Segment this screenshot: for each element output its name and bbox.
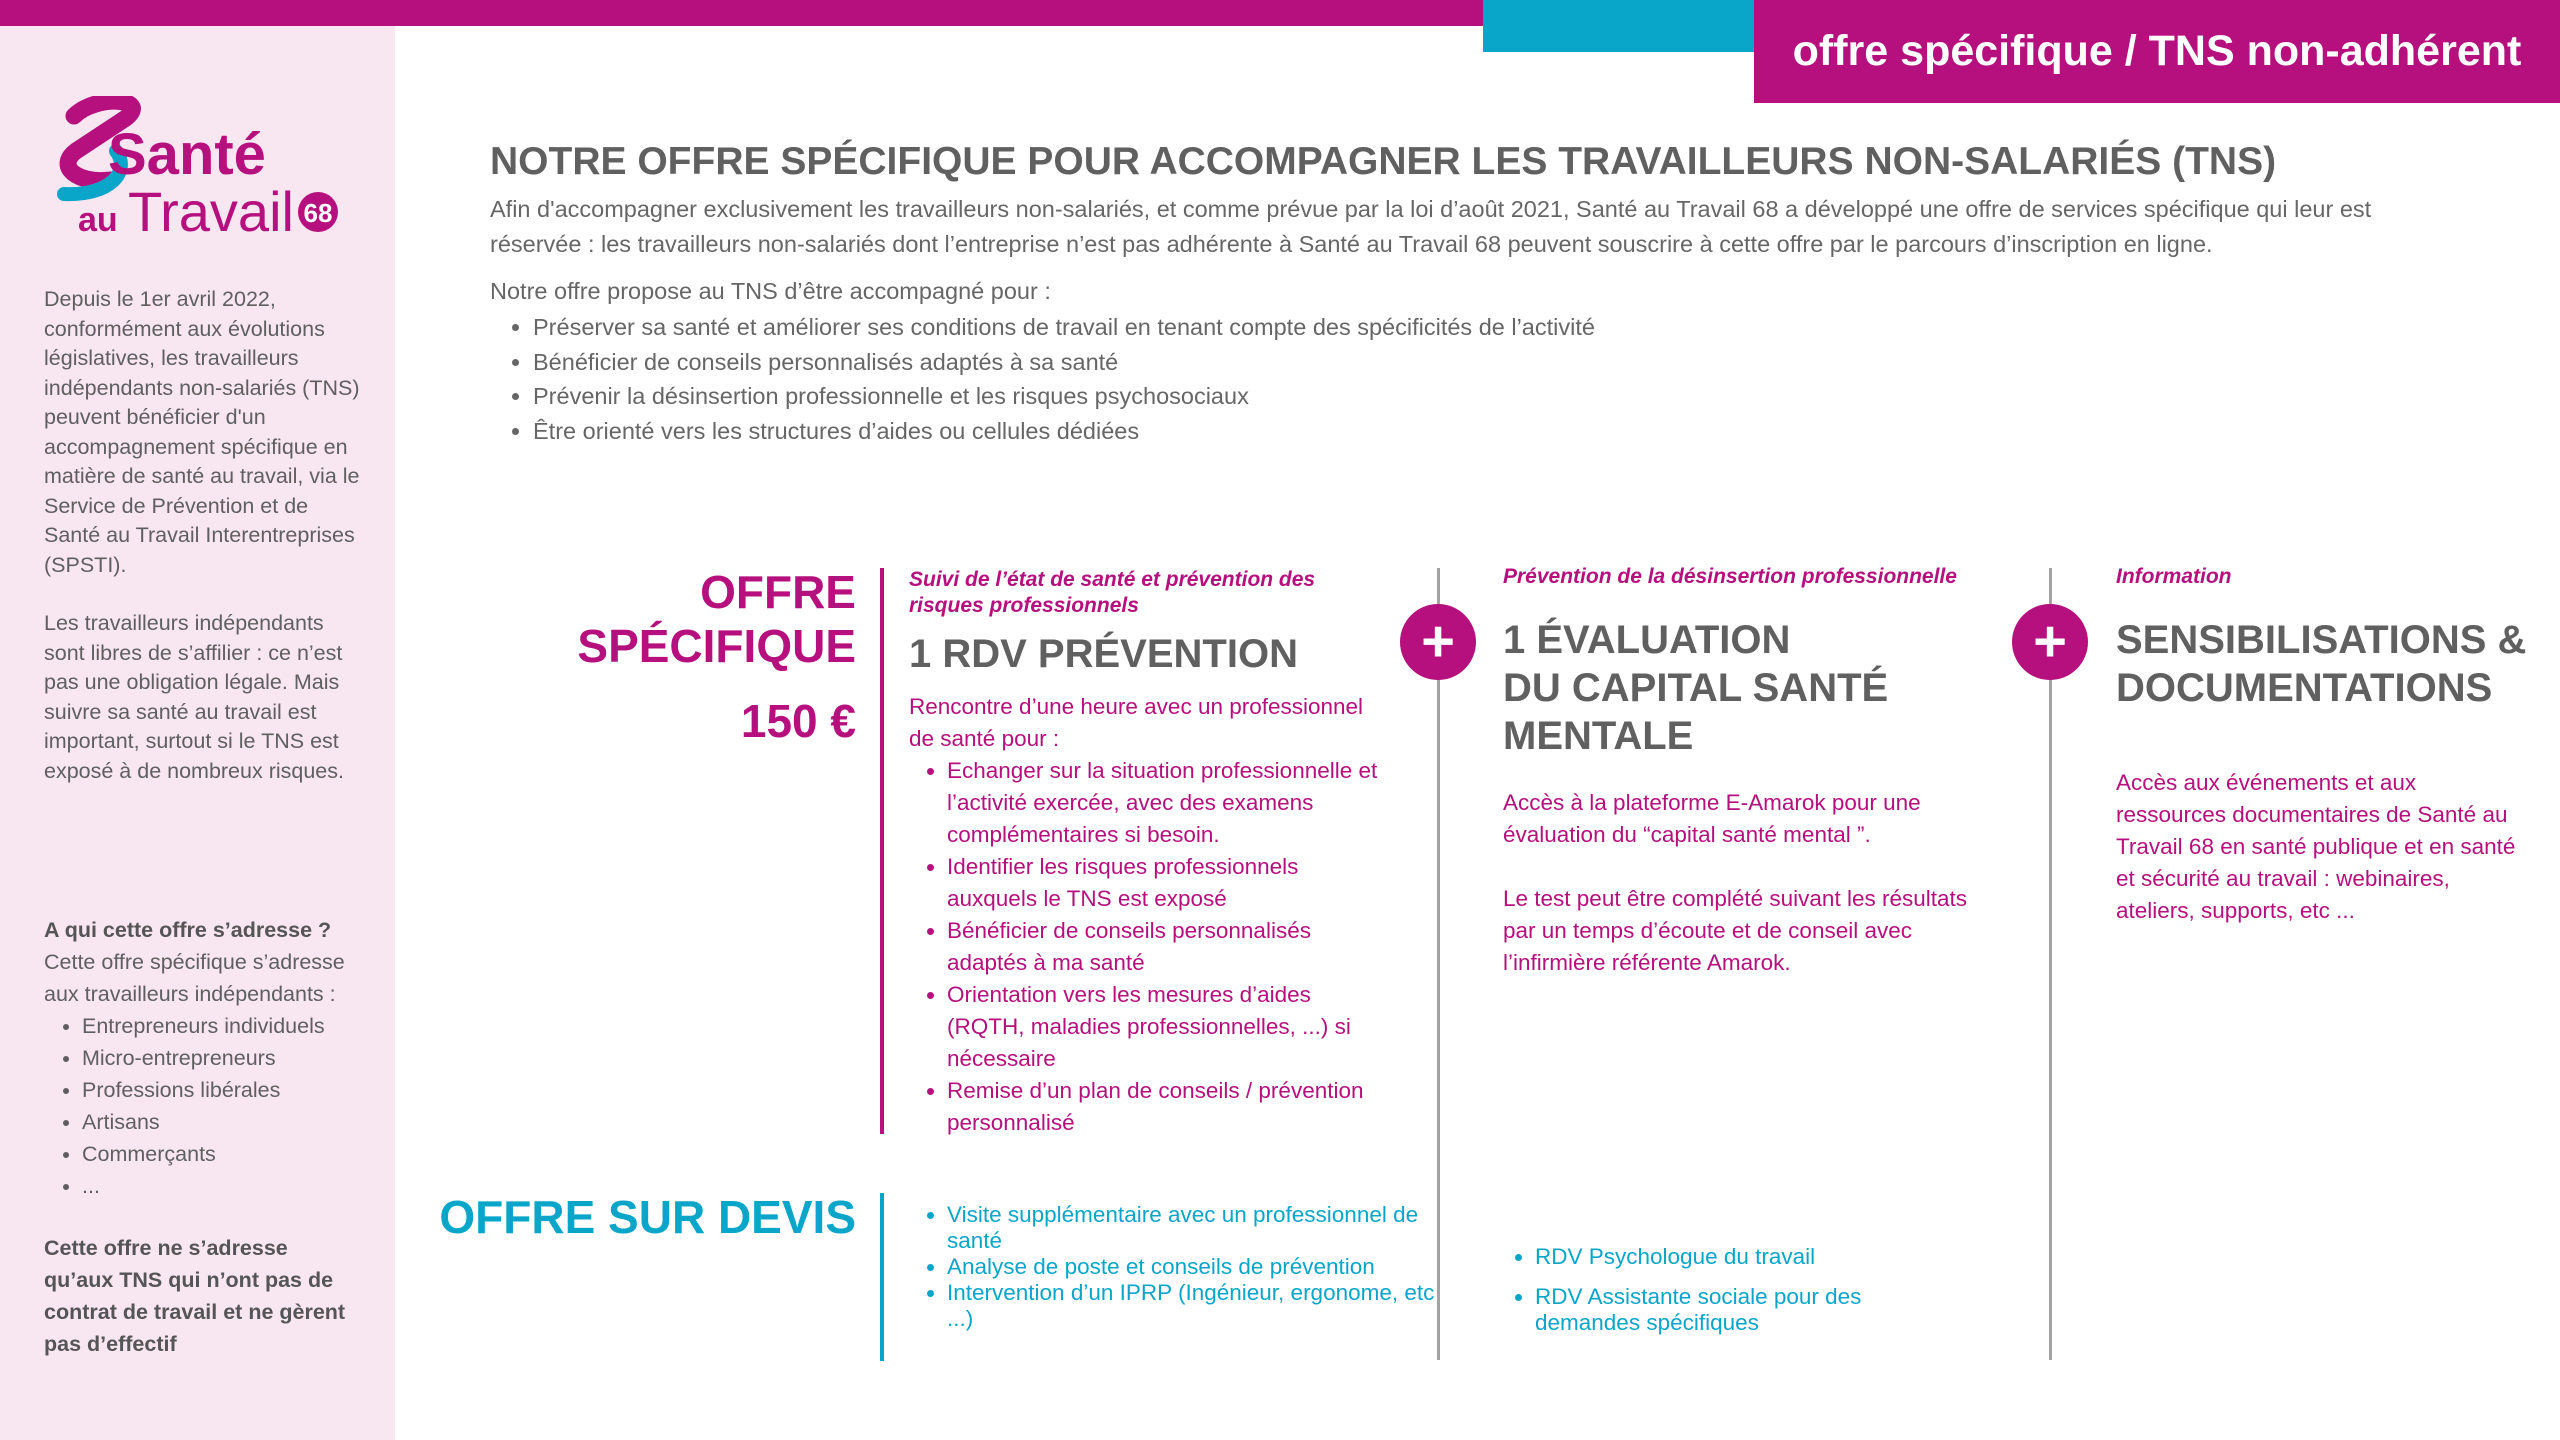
list-item: • Prévenir la désinsertion professionnelle et les risques psychosociaux: [533, 379, 1595, 414]
column-body: [1503, 787, 2003, 979]
devis-list: [909, 1202, 1447, 1332]
list-item: • ...: [82, 1170, 362, 1202]
price-label: 150 €: [740, 695, 856, 747]
list-item: • Intervention d’un IPRP (Ingénieur, ergonome, etc ...): [947, 1280, 1447, 1332]
list-item: • Orientation vers les mesures d’aides (RQTH, maladies professionnelles, ...) si nécessaire: [947, 979, 1379, 1075]
list-item: • RDV Assistante sociale pour des demandes spécifiques: [1535, 1284, 1955, 1336]
sidebar-intro: [44, 285, 362, 786]
list-item: • Identifier les risques professionnels auxquels le TNS est exposé: [947, 851, 1379, 915]
plus-icon: +: [2012, 604, 2088, 680]
sidebar-audience: [44, 914, 362, 1360]
column-subtitle: Information: [2116, 565, 2232, 588]
sidebar-paragraph: Depuis le 1er avril 2022, conformément aux évolutions législatives, les travailleurs indépendants non-salariés (TNS) peuvent bénéficier d'un accompagnement spécifique en matière de santé au travail, via le Service de Prévention et de Santé au Travail Interentreprises (SPSTI).: [44, 287, 360, 577]
list-item: • Echanger sur la situation professionnelle et l’activité exercée, avec des examens complémentaires si besoin.: [947, 755, 1379, 851]
audience-text: Cette offre spécifique s’adresse aux travailleurs indépendants :: [44, 950, 345, 1006]
column-heading: [1503, 616, 1888, 760]
list-item: • Être orienté vers les structures d’aides ou cellules dédiées: [533, 414, 1595, 449]
offer-lead: Notre offre propose au TNS d’être accompagné pour :: [490, 278, 1051, 304]
column-heading: 1 RDV PRÉVENTION: [909, 632, 1298, 676]
offer-list: [490, 310, 1595, 448]
sidebar: [0, 26, 395, 1440]
page-title: NOTRE OFFRE SPÉCIFIQUE POUR ACCOMPAGNER LES TRAVAILLEURS NON-SALARIÉS (TNS): [490, 140, 2277, 183]
divider-cyan: [880, 1193, 884, 1361]
column-heading: [2116, 616, 2526, 712]
list-item: • Entrepreneurs individuels: [82, 1010, 362, 1042]
offre-label-line: OFFRE: [700, 566, 856, 618]
heading-line: 1 ÉVALUATION: [1503, 618, 1791, 662]
sidebar-paragraph: Les travailleurs indépendants sont libres de s’affilier : ce n’est pas une obligation légale. Mais suivre sa santé au travail est important, surtout si le TNS est exposé à de nombreux risques.: [44, 611, 344, 783]
list-item: • Analyse de poste et conseils de prévention: [947, 1254, 1447, 1280]
top-accent-cyan: [1483, 0, 1754, 52]
audience-list: [44, 1010, 362, 1202]
column-subtitle: Suivi de l’état de santé et prévention des risques professionnels: [909, 568, 1316, 617]
offre-specifique-label: [577, 565, 856, 673]
top-accent-bar: [0, 0, 1483, 26]
offre-sur-devis-label: OFFRE SUR DEVIS: [439, 1191, 856, 1243]
list-item: • Micro-entrepreneurs: [82, 1042, 362, 1074]
heading-line: SENSIBILISATIONS &: [2116, 618, 2527, 662]
divider-magenta: [880, 568, 884, 1134]
devis-list: [1497, 1244, 1955, 1336]
plus-icon: +: [1400, 604, 1476, 680]
divider-gray: [2049, 568, 2052, 1360]
column-lead: Rencontre d’une heure avec un professionnel de santé pour :: [909, 694, 1364, 751]
list-item: • RDV Psychologue du travail: [1535, 1244, 1955, 1270]
logo-badge: 68: [303, 198, 333, 228]
audience-title: A qui cette offre s’adresse ?: [44, 918, 332, 942]
logo-word-travail: Travail: [128, 180, 294, 243]
list-item: • Visite supplémentaire avec un professionnel de santé: [947, 1202, 1447, 1254]
list-item: • Préserver sa santé et améliorer ses conditions de travail en tenant compte des spécificités de l’activité: [533, 310, 1595, 345]
heading-line: MENTALE: [1503, 714, 1694, 758]
heading-line: DOCUMENTATIONS: [2116, 666, 2493, 710]
column-text: Accès aux événements et aux ressources documentaires de Santé au Travail 68 en santé publique et en santé et sécurité au travail : webinaires, ateliers, supports, etc ...: [2116, 770, 2516, 923]
list-item: • Remise d’un plan de conseils / prévention personnalisé: [947, 1075, 1379, 1139]
footer-note: Cette offre ne s’adresse qu’aux TNS qui n’ont pas de contrat de travail et ne gèrent pas d’effectif: [44, 1236, 346, 1356]
logo-word-au: au: [78, 201, 118, 239]
heading-line: DU CAPITAL SANTÉ: [1503, 666, 1889, 710]
offre-label-line: SPÉCIFIQUE: [577, 620, 856, 672]
header-tag: offre spécifique / TNS non-adhérent: [1754, 0, 2560, 103]
logo: [56, 96, 346, 246]
intro-paragraph: Afin d'accompagner exclusivement les travailleurs non-salariés, et comme prévue par la loi d’août 2021, Santé au Travail 68 a développé une offre de services spécifique qui leur est réservée : les travailleurs non-salariés dont l’entreprise n’est pas adhérente à Santé au Travail 68 peuvent souscrire à cette offre par le parcours d’inscription en ligne.: [490, 196, 2372, 257]
list-item: • Bénéficier de conseils personnalisés adaptés à sa santé: [533, 345, 1595, 380]
list-item: • Professions libérales: [82, 1074, 362, 1106]
list-item: • Commerçants: [82, 1138, 362, 1170]
column-body: [909, 691, 1379, 1139]
column-list: [909, 755, 1379, 1139]
list-item: • Artisans: [82, 1106, 362, 1138]
column-subtitle: Prévention de la désinsertion professionnelle: [1503, 565, 1957, 588]
logo-word-sante: Santé: [108, 122, 266, 187]
column-text: Le test peut être complété suivant les résultats par un temps d’écoute et de conseil avec l’infirmière référente Amarok.: [1503, 886, 1967, 975]
column-text: Accès à la plateforme E-Amarok pour une évaluation du “capital santé mental ”.: [1503, 790, 1921, 847]
list-item: • Bénéficier de conseils personnalisés adaptés à ma santé: [947, 915, 1379, 979]
